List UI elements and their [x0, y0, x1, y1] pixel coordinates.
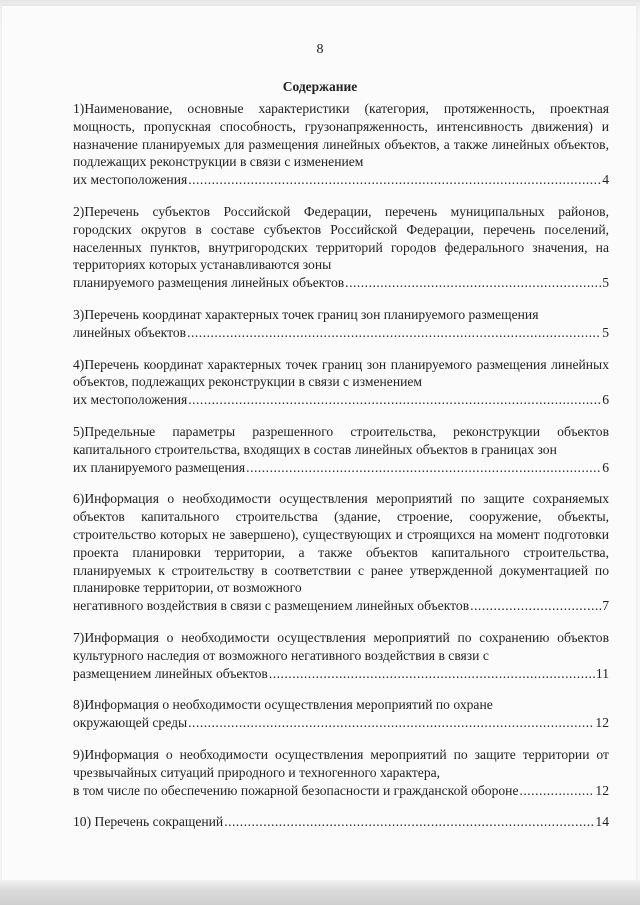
toc-page-ref: 6: [602, 459, 609, 475]
toc-entry-text: 4)Перечень координат характерных точек границ зон планируемого размещения линейных объектов, подлежащих реконструкции в связи с изменением: [73, 356, 609, 390]
toc-entry-final-line: [73, 324, 609, 342]
scan-bottom-edge: [0, 880, 640, 905]
toc-entry-text-end: линейных объектов: [73, 324, 187, 340]
toc-page-ref: 12: [595, 715, 609, 731]
toc-entry-final-line: [73, 782, 609, 800]
toc-page-ref: 6: [602, 392, 609, 408]
toc-entry-text-end: окружающей среды: [73, 715, 188, 731]
dot-leader: [345, 274, 601, 292]
toc-entry-text-end: их планируемого размещения: [73, 459, 246, 475]
toc-entry-text: 8)Информация о необходимости осуществления мероприятий по охране: [73, 697, 493, 713]
toc-entry-final-line: [73, 391, 609, 409]
toc-entry-final-line: [73, 459, 609, 477]
toc-entry-5: [73, 423, 609, 476]
dot-leader: [519, 782, 594, 800]
dot-leader: [188, 171, 601, 189]
toc-entry-final-line: [73, 813, 609, 831]
dot-leader: [187, 324, 601, 342]
toc-page-ref: 5: [602, 275, 609, 291]
toc-entry-text: 7)Информация о необходимости осуществления мероприятий по сохранению объектов культурного наследия от возможного негативного воздействия в связи с: [73, 629, 609, 663]
dot-leader: [246, 459, 601, 477]
toc-entry-6: [73, 490, 609, 615]
dot-leader: [188, 391, 601, 409]
toc-entry-text-end: в том числе по обеспечению пожарной безопасности и гражданской обороне: [73, 782, 519, 798]
toc-entry-final-line: [73, 171, 609, 189]
dot-leader: [224, 813, 594, 831]
toc-entry-text: 3)Перечень координат характерных точек границ зон планируемого размещения: [73, 306, 539, 322]
toc-entry-text-end: 10) Перечень сокращений: [73, 814, 224, 830]
toc-entry-text: 1)Наименование, основные характеристики (категория, протяженность, проектная мощность, пропускная способность, грузонапряженность, интенсивность движения) и назначение планируемых для размещения линейных объектов, а также линейных объектов, подлежащих реконструкции в связи с изменением: [73, 101, 609, 170]
toc-entry-text: 6)Информация о необходимости осуществления мероприятий по защите сохраняемых объектов капитального строительства (здание, строение, сооружение, объекты, строительство которых не завершено), существующих и строящихся на момент подготовки проекта планировки территории, а также объектов капитального строительства, планируемых к строительству в соответствии с ранее утвержденной документацией по планировке территории, от возможного: [73, 491, 609, 596]
toc-page-ref: 5: [602, 324, 609, 340]
page-number: 8: [316, 42, 324, 57]
toc-page-ref: 4: [602, 172, 609, 188]
toc-entry-text-end: планируемого размещения линейных объектов: [73, 275, 345, 291]
toc-page-ref: 14: [595, 814, 609, 830]
table-of-contents: [73, 100, 609, 831]
toc-entry-text-end: негативного воздействия в связи с размещением линейных объектов: [73, 598, 470, 614]
toc-page-ref: 11: [595, 665, 609, 681]
toc-entry-text-end: размещением линейных объектов: [73, 665, 268, 681]
toc-entry-text-end: их местоположения: [73, 392, 188, 408]
toc-entry-final-line: [73, 597, 609, 615]
toc-entry-3: [73, 306, 609, 342]
toc-entry-final-line: [73, 665, 609, 683]
toc-entry-10: [73, 813, 609, 831]
toc-entry-4: [73, 356, 609, 409]
dot-leader: [269, 665, 595, 683]
toc-entry-final-line: [73, 714, 609, 732]
toc-entry-7: [73, 629, 609, 682]
toc-heading: Содержание: [282, 79, 358, 94]
toc-page-ref: 7: [602, 598, 609, 614]
toc-entry-8: [73, 696, 609, 732]
toc-entry-text: 2)Перечень субъектов Российской Федерации, перечень муниципальных районов, городских округов в составе субъектов Российской Федерации, перечень поселений, населенных пунктов, внутригородских территорий городов федерального значения, на территориях которых устанавливаются зоны: [73, 203, 609, 273]
toc-entry-2: [73, 203, 609, 292]
toc-entry-text: 5)Предельные параметры разрешенного строительства, реконструкции объектов капитального строительства, входящих в состав линейных объектов в границах зон: [73, 423, 609, 457]
dot-leader: [188, 714, 594, 732]
toc-entry-1: [73, 100, 609, 189]
toc-entry-text: 9)Информация о необходимости осуществления мероприятий по защите территории от чрезвычайных ситуаций природного и техногенного характера,: [73, 746, 609, 780]
toc-entry-text-end: их местоположения: [73, 172, 188, 188]
toc-page-ref: 12: [595, 782, 609, 798]
toc-entry-final-line: [73, 274, 609, 292]
dot-leader: [470, 597, 601, 615]
toc-entry-9: [73, 746, 609, 799]
